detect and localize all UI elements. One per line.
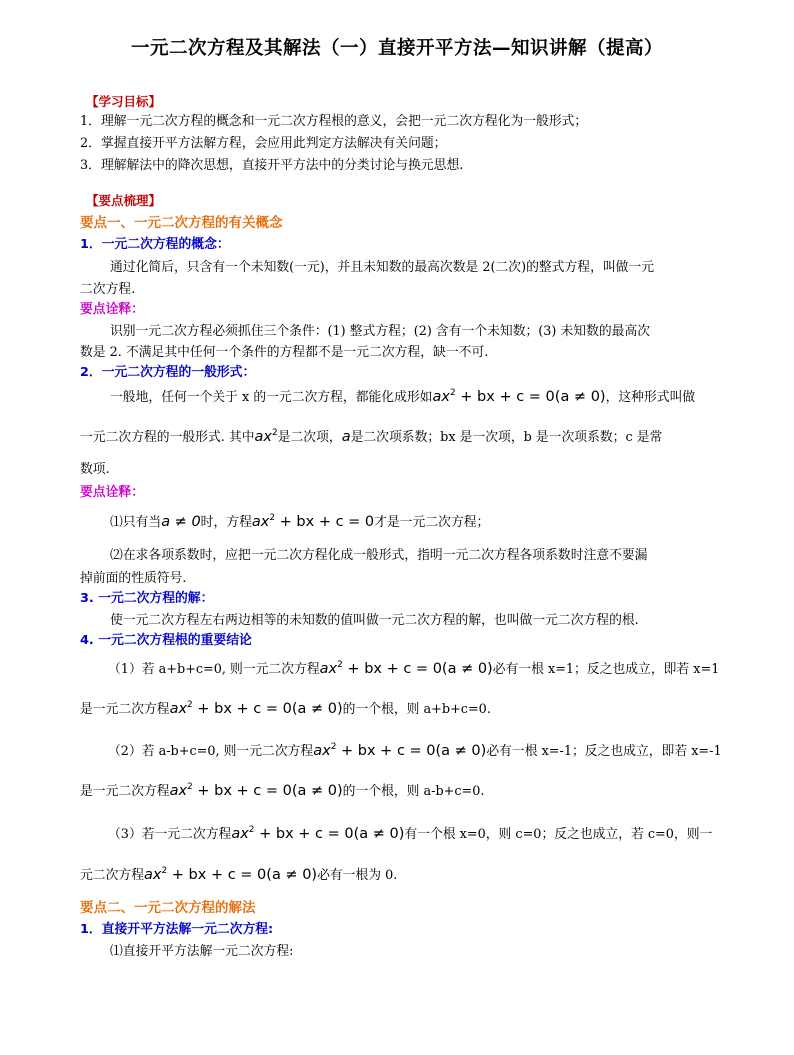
equation-c3: $ax^2$ + bx + c = 0(a ≠ 0) [231, 825, 405, 842]
conclusion3-line1: （3）若一元二次方程$ax^2$ + bx + c = 0(a ≠ 0)有一个根 x=0，则 c=0；反之也成立，若 c=0，则一 [108, 825, 713, 842]
subsection-title-conclusions: 4. 一元二次方程根的重要结论 [80, 633, 252, 648]
general-form-text-b: ，这种形式叫做 [605, 390, 696, 405]
goal-item-2: 2．掌握直接开平方法解方程，会应用此判定方法解决有关问题； [80, 136, 447, 151]
general-form-line3: 数项. [80, 462, 110, 477]
general-form-text-a: 一般地，任何一个关于 x 的一元二次方程，都能化成形如 [110, 390, 433, 405]
note2-item1: ⑴只有当a ≠ 0时，方程$ax^2$ + bx + c = 0才是一元二次方程； [110, 513, 490, 530]
term-ax2: $ax^2$ [254, 428, 278, 445]
conclusion2-line2: 是一元二次方程$ax^2$ + bx + c = 0(a ≠ 0)的一个根，则 a-b+c=0. [80, 782, 485, 799]
subsection-title-general-form: 2．一元二次方程的一般形式： [80, 365, 256, 380]
condition-a-ne-0: a ≠ 0 [161, 514, 201, 530]
subsection-title-solution: 3. 一元二次方程的解： [80, 591, 214, 606]
general-form-text-d: 是二次项， [277, 430, 342, 445]
goals-heading: 【学习目标】 [86, 94, 162, 109]
general-form-line1 [110, 386, 695, 405]
equation-c1: $ax^2$ + bx + c = 0(a ≠ 0) [319, 660, 493, 677]
solution-text: 使一元二次方程左右两边相等的未知数的值叫做一元二次方程的解，也叫做一元二次方程的根. [110, 613, 639, 628]
subsection-title-direct-root: 1．直接开平方法解一元二次方程: [80, 922, 274, 937]
subsection-title-concept: 1．一元二次方程的概念： [80, 237, 230, 252]
summary-heading: 【要点梳理】 [86, 193, 162, 208]
note2-item2-line2: 掉前面的性质符号. [80, 571, 187, 586]
concept-text-line1: 通过化简后，只含有一个未知数(一元)，并且未知数的最高次数是 2(二次)的整式方程，叫做一元 [110, 260, 655, 275]
note1-text-line1: 识别一元二次方程必须抓住三个条件：(1) 整式方程；(2) 含有一个未知数；(3) 未知数的最高次 [110, 324, 651, 339]
goal-item-3: 3．理解解法中的降次思想，直接开平方法中的分类讨论与换元思想. [80, 158, 464, 173]
term-a: a [341, 429, 351, 445]
note-label-2: 要点诠释： [80, 485, 144, 500]
conclusion1-line1: （1）若 a+b+c=0, 则一元二次方程$ax^2$ + bx + c = 0(a ≠ 0)必有一根 x=1；反之也成立，即若 x=1 [108, 660, 720, 677]
equation-c1b: $ax^2$ + bx + c = 0(a ≠ 0) [169, 700, 343, 717]
section-heading-point1: 要点一、一元二次方程的有关概念 [80, 215, 283, 231]
general-form-line2 [80, 426, 662, 445]
page-title: 一元二次方程及其解法（一）直接开平方法—知识讲解（提高） [130, 38, 663, 59]
section-heading-point2: 要点二、一元二次方程的解法 [80, 900, 256, 916]
direct-root-item1: ⑴直接开平方法解一元二次方程: [110, 944, 294, 959]
equation-c2b: $ax^2$ + bx + c = 0(a ≠ 0) [169, 782, 343, 799]
equation-inline: $ax^2$ + bx + c = 0 [251, 513, 375, 530]
equation-c3b: $ax^2$ + bx + c = 0(a ≠ 0) [143, 866, 318, 883]
conclusion2-line1: （2）若 a-b+c=0, 则一元二次方程$ax^2$ + bx + c = 0(a ≠ 0)必有一根 x=-1；反之也成立，即若 x=-1 [108, 742, 722, 759]
equation-general-form: $ax^2$ + bx + c = 0(a ≠ 0) [432, 388, 606, 405]
equation-c2: $ax^2$ + bx + c = 0(a ≠ 0) [313, 742, 487, 759]
note1-text-line2: 数是 2. 不满足其中任何一个条件的方程都不是一元二次方程，缺一不可. [80, 345, 489, 360]
conclusion1-line2: 是一元二次方程$ax^2$ + bx + c = 0(a ≠ 0)的一个根，则 a+b+c=0. [80, 700, 491, 717]
goal-item-1: 1．理解一元二次方程的概念和一元二次方程根的意义，会把一元二次方程化为一般形式； [80, 114, 588, 129]
general-form-text-e: 是二次项系数；bx 是一次项，b 是一次项系数；c 是常 [350, 430, 663, 445]
concept-text-line2: 二次方程. [80, 282, 136, 297]
conclusion3-line2: 元二次方程$ax^2$ + bx + c = 0(a ≠ 0)必有一根为 0. [80, 866, 398, 883]
note-label-1: 要点诠释： [80, 302, 144, 317]
general-form-text-c: 一元二次方程的一般形式. 其中 [80, 430, 255, 445]
note2-item2-line1: ⑵在求各项系数时，应把一元二次方程化成一般形式，指明一元二次方程各项系数时注意不要漏 [110, 548, 648, 563]
